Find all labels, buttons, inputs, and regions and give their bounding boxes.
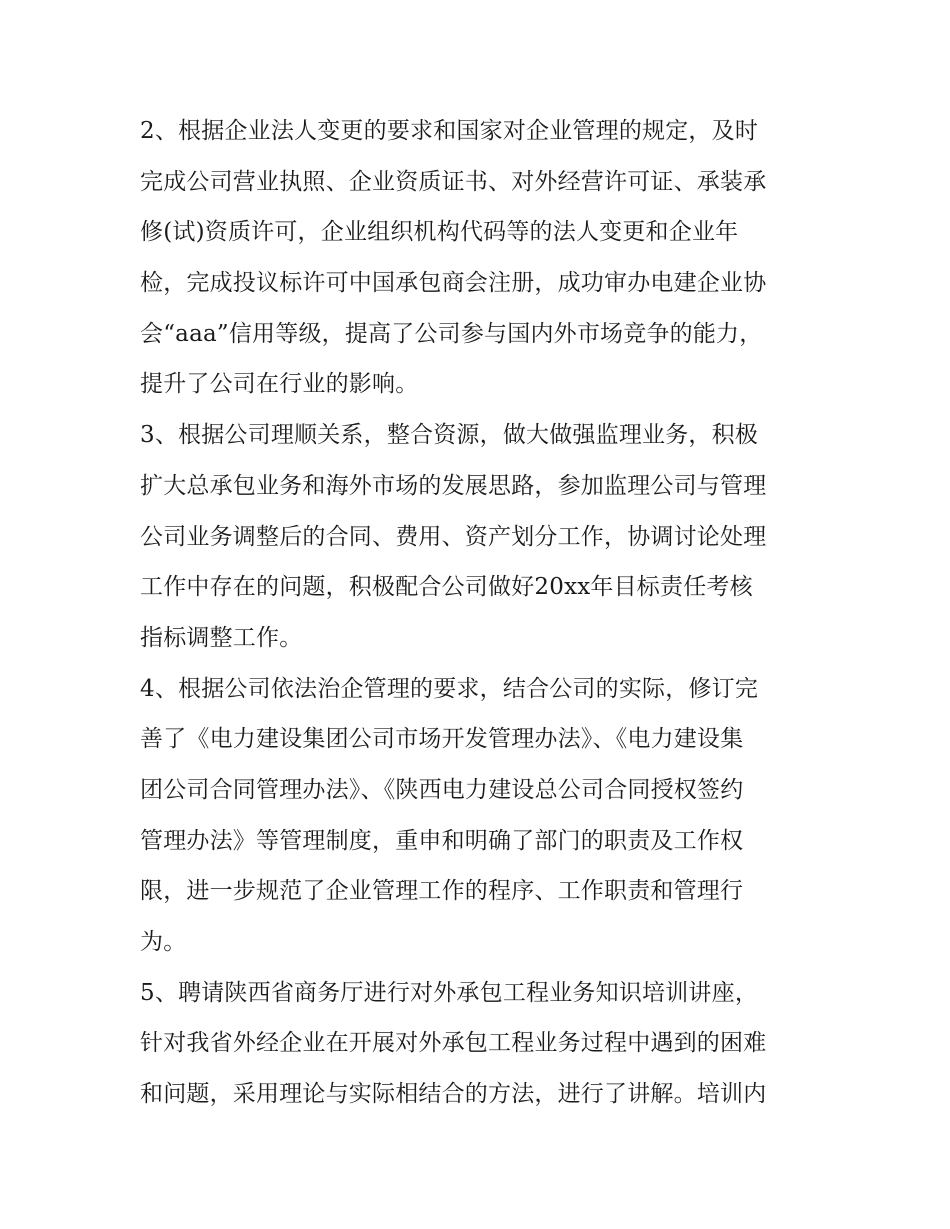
paragraph-3 (140, 410, 820, 663)
text-line: 3、根据公司理顺关系，整合资源，做大做强监理业务，积极 (140, 422, 759, 449)
text-line: 团公司合同管理办法》、《陕西电力建设总公司合同授权签约 (140, 776, 744, 803)
text-line: 完成公司营业执照、企业资质证书、对外经营许可证、承装承 (140, 168, 767, 195)
paragraph-2 (140, 106, 820, 410)
text-line: 修(试)资质许可，企业组织机构代码等的法人变更和企业年 (140, 219, 739, 246)
text-line: 检，完成投议标许可中国承包商会注册，成功审办电建企业协 (140, 270, 767, 297)
text-line: 5、聘请陕西省商务厅进行对外承包工程业务知识培训讲座， (140, 979, 759, 1006)
text-line: 公司业务调整后的合同、费用、资产划分工作，协调讨论处理 (140, 523, 767, 550)
text-line: 4、根据公司依法治企管理的要求，结合公司的实际，修订完 (140, 675, 759, 702)
text-line: 扩大总承包业务和海外市场的发展思路，参加监理公司与管理 (140, 472, 767, 499)
text-line: 为。 (140, 929, 187, 955)
paragraph-4 (140, 664, 820, 968)
text-line: 指标调整工作。 (140, 624, 303, 651)
paragraph-5 (140, 968, 820, 1120)
document-body (140, 106, 820, 1120)
text-line: 会“aaa”信用等级，提高了公司参与国内外市场竞争的能力， (140, 320, 763, 347)
text-line: 针对我省外经企业在开展对外承包工程业务过程中遇到的困难 (140, 1030, 767, 1057)
text-line: 管理办法》等管理制度，重申和明确了部门的职责及工作权 (140, 827, 744, 854)
text-line: 限，进一步规范了企业管理工作的程序、工作职责和管理行 (140, 878, 744, 905)
text-line: 提升了公司在行业的影响。 (140, 371, 419, 398)
text-line: 善了《电力建设集团公司市场开发管理办法》、《电力建设集 (140, 726, 744, 753)
text-line: 和问题，采用理论与实际相结合的方法，进行了讲解。培训内 (140, 1081, 767, 1108)
text-line: 2、根据企业法人变更的要求和国家对企业管理的规定，及时 (140, 118, 759, 144)
text-line: 工作中存在的问题，积极配合公司做好20xx年目标责任考核 (140, 574, 753, 601)
